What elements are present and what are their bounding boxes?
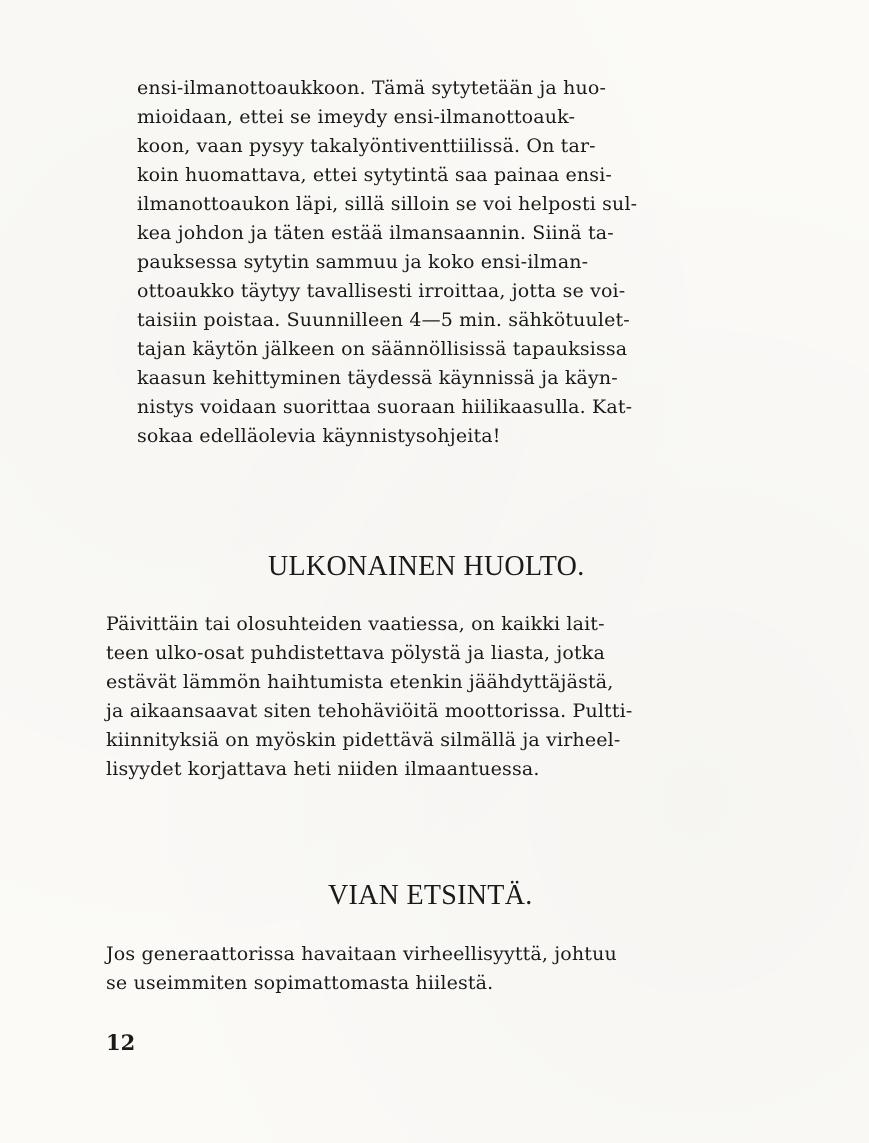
text-line: koin huomattava, ettei sytytintä saa painaa ensi-: [137, 164, 613, 186]
section-heading-troubleshooting: VIAN ETSINTÄ.: [328, 880, 533, 911]
text-line: ottoaukko täytyy tavallisesti irroittaa, jotta se voi-: [137, 280, 626, 302]
text-line: ilmanottoaukon läpi, sillä silloin se voi helposti sul-: [137, 193, 638, 215]
text-line: kea johdon ja täten estää ilmansaannin. Siinä ta-: [137, 222, 614, 244]
text-line: pauksessa sytytin sammuu ja koko ensi-ilman-: [137, 251, 589, 273]
text-line: taisiin poistaa. Suunnilleen 4—5 min. sähkötuulet-: [137, 309, 630, 331]
section-heading-outdoor-maintenance: ULKONAINEN HUOLTO.: [268, 551, 585, 582]
text-line: koon, vaan pysyy takalyöntiventtiilissä. On tar-: [137, 135, 596, 157]
text-line: ensi-ilmanottoaukkoon. Tämä sytytetään ja huo-: [137, 77, 607, 99]
text-line: kiinnityksiä on myöskin pidettävä silmällä ja virheel-: [106, 729, 621, 751]
text-line: Jos generaattorissa havaitaan virheellisyyttä, johtuu: [106, 943, 617, 965]
text-line: estävät lämmön haihtumista etenkin jäähdyttäjästä,: [106, 671, 614, 693]
text-line: mioidaan, ettei se imeydy ensi-ilmanottoauk-: [137, 106, 576, 128]
text-line: tajan käytön jälkeen on säännöllisissä tapauksissa: [137, 338, 628, 360]
text-line: Päivittäin tai olosuhteiden vaatiessa, on kaikki lait-: [106, 613, 605, 635]
text-line: kaasun kehittyminen täydessä käynnissä ja käyn-: [137, 367, 618, 389]
text-line: lisyydet korjattava heti niiden ilmaantuessa.: [106, 758, 540, 780]
text-line: teen ulko-osat puhdistettava pölystä ja liasta, jotka: [106, 642, 605, 664]
text-line: se useimmiten sopimattomasta hiilestä.: [106, 972, 494, 994]
page-number: 12: [106, 1030, 136, 1055]
text-line: ja aikaansaavat siten tehohäviöitä moottorissa. Pultti-: [106, 700, 633, 722]
text-line: nistys voidaan suorittaa suoraan hiilikaasulla. Kat-: [137, 396, 633, 418]
text-line: sokaa edelläolevia käynnistysohjeita!: [137, 425, 501, 447]
